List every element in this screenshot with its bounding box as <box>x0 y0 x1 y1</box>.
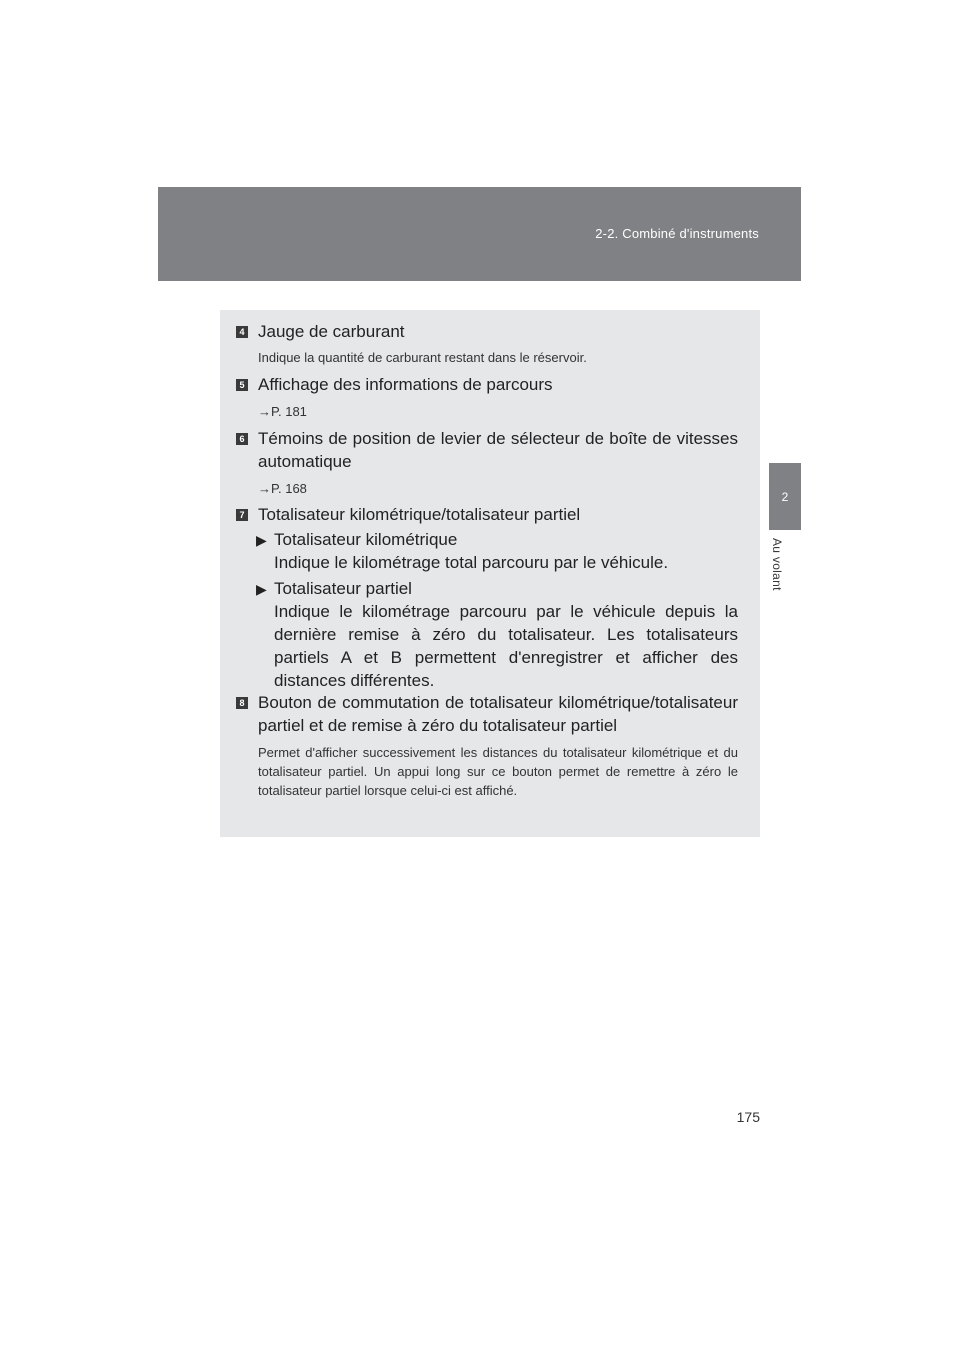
item-title: Totalisateur kilométrique/totalisateur partiel <box>258 505 581 524</box>
item-badge: 7 <box>236 509 248 521</box>
item-shift-indicator <box>239 427 738 496</box>
item-fuel-gauge <box>239 320 738 367</box>
triangle-bullet-icon: ▶ <box>256 581 267 597</box>
item-title: Affichage des informations de parcours <box>258 375 553 394</box>
page-reference: →P. 168 <box>258 481 307 496</box>
item-odometer <box>239 503 738 690</box>
section-title: 2-2. Combiné d'instruments <box>595 226 759 241</box>
item-title: Bouton de commutation de totalisateur kilométrique/totalisateur partiel et de remise à zéro du totalisateur partiel <box>258 693 738 735</box>
item-title: Jauge de carburant <box>258 322 405 341</box>
chapter-label: Au volant <box>770 538 784 591</box>
item-badge: 6 <box>236 433 248 445</box>
item-desc: Indique la quantité de carburant restant dans le réservoir. <box>258 350 587 365</box>
sub-item-odometer <box>256 528 738 574</box>
chapter-number: 2 <box>781 490 789 504</box>
item-badge: 5 <box>236 379 248 391</box>
item-title: Témoins de position de levier de sélecteur de boîte de vitesses automatique <box>258 429 738 471</box>
sub-item-desc: Indique le kilométrage total parcouru par le véhicule. <box>274 553 669 572</box>
sub-item-trip-meter <box>256 577 738 692</box>
item-badge: 8 <box>236 697 248 709</box>
section-header <box>158 187 801 281</box>
sub-item-title: Totalisateur partiel <box>274 579 412 598</box>
triangle-bullet-icon: ▶ <box>256 532 267 548</box>
sub-item-desc: Indique le kilométrage parcouru par le véhicule depuis la dernière remise à zéro du totalisateur. Les totalisateurs partiels A et B permettent d'enregistrer et afficher des distances différentes. <box>274 602 738 690</box>
sub-item-title: Totalisateur kilométrique <box>274 530 458 549</box>
item-desc: Permet d'afficher successivement les distances du totalisateur kilométrique et du totalisateur partiel. Un appui long sur ce bouton permet de remettre à zéro le totalisateur partiel lorsque celui-ci est affiché. <box>258 745 738 798</box>
content-panel <box>220 310 760 837</box>
page-reference: →P. 181 <box>258 404 307 419</box>
item-badge: 4 <box>236 326 248 338</box>
chapter-tab <box>769 463 801 530</box>
item-trip-info <box>239 373 738 419</box>
item-odo-trip-button <box>239 691 738 800</box>
page-number: 175 <box>736 1109 760 1125</box>
